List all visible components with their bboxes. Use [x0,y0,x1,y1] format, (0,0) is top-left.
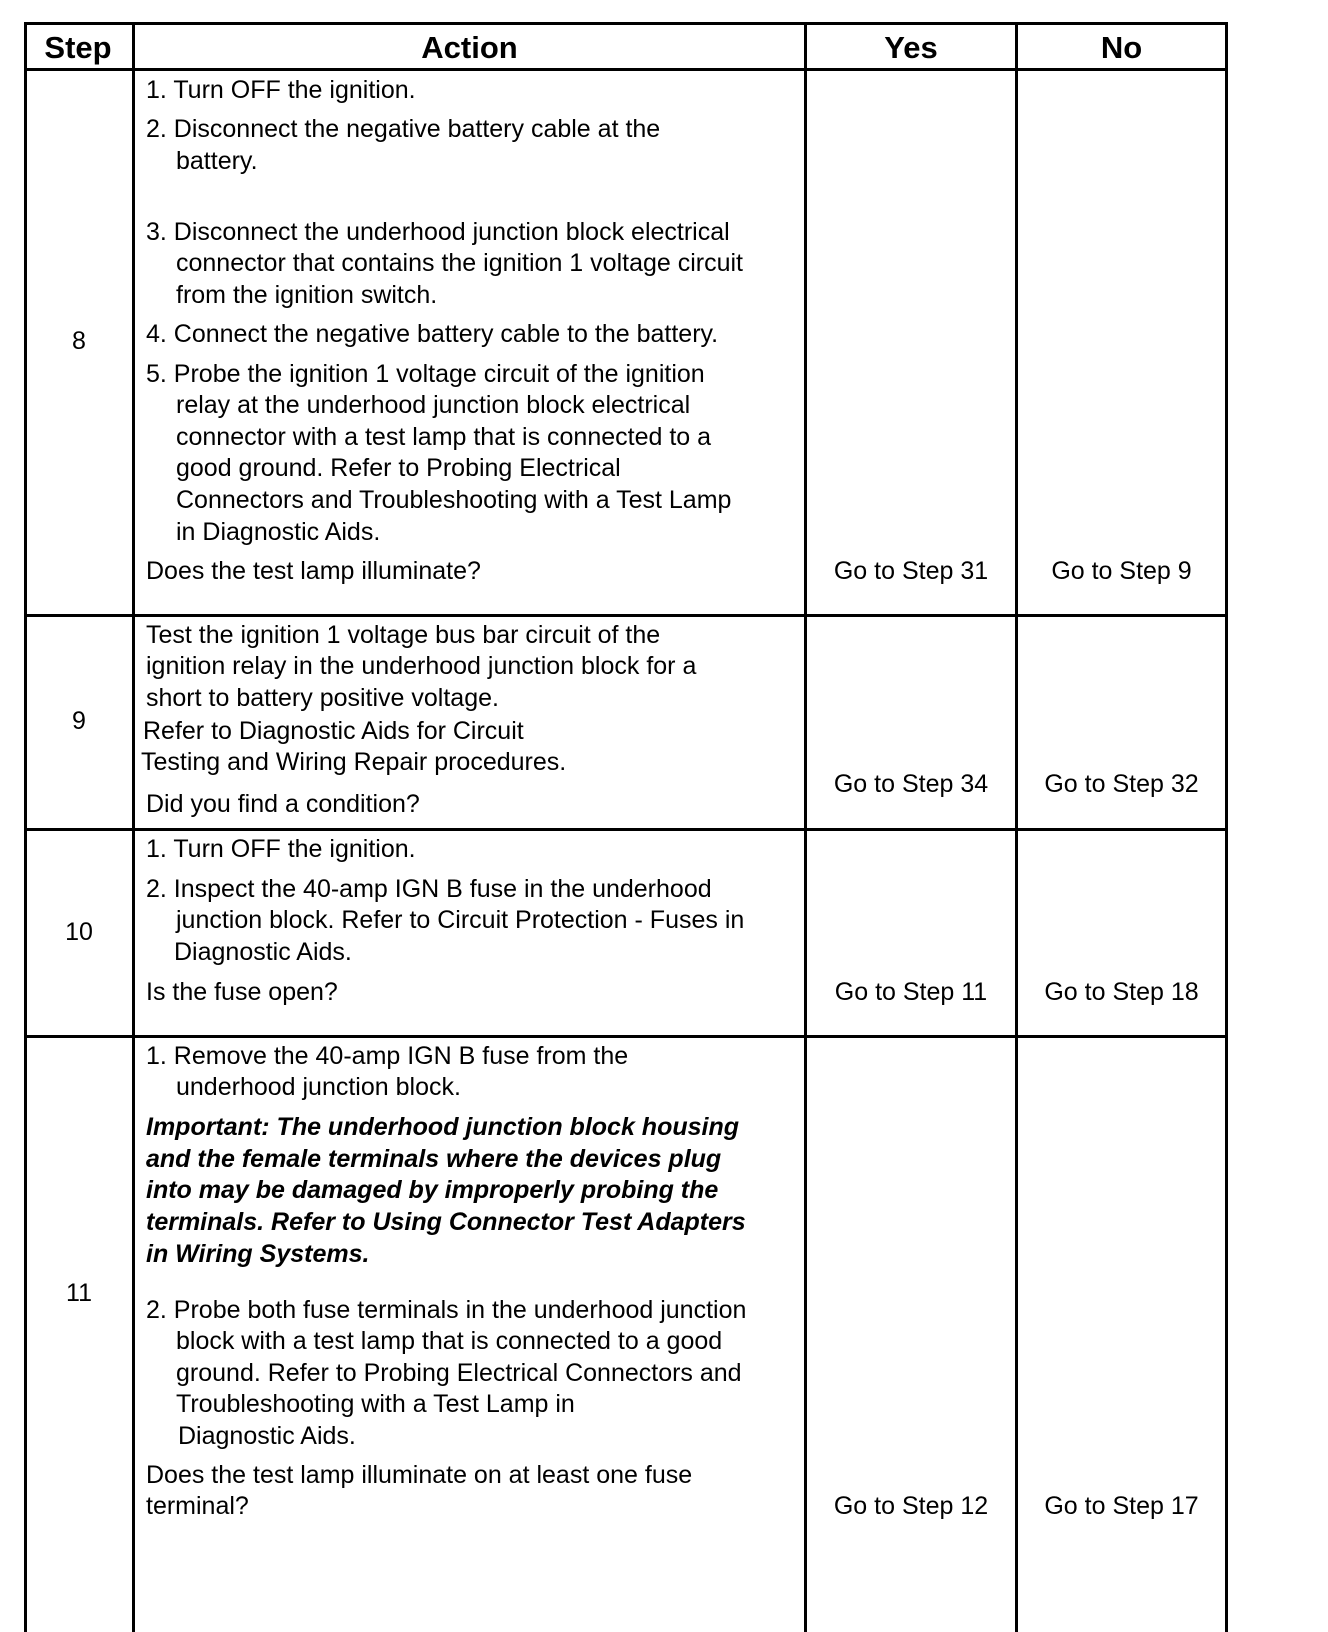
no-result-9: Go to Step 32 [1044,770,1199,798]
header-step: Step [44,30,112,65]
action-line: ground. Refer to Probing Electrical Connectors and [176,1359,742,1387]
action-line: 2. Probe both fuse terminals in the underhood junction [146,1296,747,1324]
action-question: Does the test lamp illuminate? [146,557,481,585]
action-line: connector that contains the ignition 1 voltage circuit [176,249,744,277]
column-divider-step [132,22,135,1632]
action-line: Refer to Diagnostic Aids for Circuit [143,717,524,745]
action-question: Does the test lamp illuminate on at least one fuse [146,1461,693,1489]
action-line: good ground. Refer to Probing Electrical [176,454,621,482]
column-divider-action [804,22,807,1632]
header-no: No [1100,30,1143,65]
action-line: 1. Turn OFF the ignition. [146,835,416,863]
action-line: from the ignition switch. [176,281,438,309]
action-line: relay at the underhood junction block electrical [176,391,691,419]
row-divider-9 [24,828,1228,831]
diagnostic-table [24,22,1288,1632]
important-note-line: terminals. Refer to Using Connector Test Adapters [146,1208,746,1236]
action-line: 2. Disconnect the negative battery cable at the [146,115,661,143]
table-border-right [1225,22,1228,1632]
action-line: connector with a test lamp that is connected to a [176,423,712,451]
action-line: 3. Disconnect the underhood junction block electrical [146,218,730,246]
column-divider-yes [1015,22,1018,1632]
important-note-line: and the female terminals where the devices plug [146,1145,722,1173]
action-line: short to battery positive voltage. [146,684,499,712]
action-line: 5. Probe the ignition 1 voltage circuit of the ignition [146,360,705,388]
row-divider-10 [24,1035,1228,1038]
action-line: battery. [176,147,258,175]
action-line: Diagnostic Aids. [174,938,352,966]
action-line: Test the ignition 1 voltage bus bar circuit of the [146,621,661,649]
step-number-11: 11 [66,1279,92,1307]
important-note-line: into may be damaged by improperly probing the [146,1176,719,1204]
action-question: terminal? [146,1492,249,1520]
action-line: 1. Remove the 40-amp IGN B fuse from the [146,1042,629,1070]
action-question: Did you find a condition? [146,790,420,818]
action-line: in Diagnostic Aids. [176,518,381,546]
yes-result-9: Go to Step 34 [833,770,989,798]
action-line: ignition relay in the underhood junction block for a [146,652,697,680]
important-note-line: Important: The underhood junction block housing [146,1113,740,1141]
step-number-10: 10 [65,918,93,946]
action-line: 1. Turn OFF the ignition. [146,76,416,104]
important-note-line: in Wiring Systems. [146,1240,370,1268]
action-line: 2. Inspect the 40-amp IGN B fuse in the underhood [146,875,712,903]
step-number-9: 9 [72,707,86,735]
action-line: Testing and Wiring Repair procedures. [141,748,567,776]
row-divider-8 [24,614,1228,617]
yes-result-8: Go to Step 31 [833,557,989,585]
header-yes: Yes [884,30,938,65]
yes-result-11: Go to Step 12 [833,1492,989,1520]
no-result-11: Go to Step 17 [1044,1492,1199,1520]
action-question: Is the fuse open? [146,978,338,1006]
no-result-10: Go to Step 18 [1044,978,1199,1006]
no-result-8: Go to Step 9 [1051,557,1192,585]
action-line: Troubleshooting with a Test Lamp in [176,1390,575,1418]
header-action: Action [421,30,518,65]
action-line: 4. Connect the negative battery cable to the battery. [146,320,719,348]
action-line: Connectors and Troubleshooting with a Test Lamp [176,486,732,514]
yes-result-10: Go to Step 11 [834,978,988,1006]
action-line: junction block. Refer to Circuit Protection - Fuses in [176,906,745,934]
action-line: Diagnostic Aids. [178,1422,356,1450]
step-number-8: 8 [72,327,86,355]
action-line: block with a test lamp that is connected to a good [176,1327,723,1355]
action-line: underhood junction block. [176,1073,461,1101]
table-border-left [24,22,27,1632]
